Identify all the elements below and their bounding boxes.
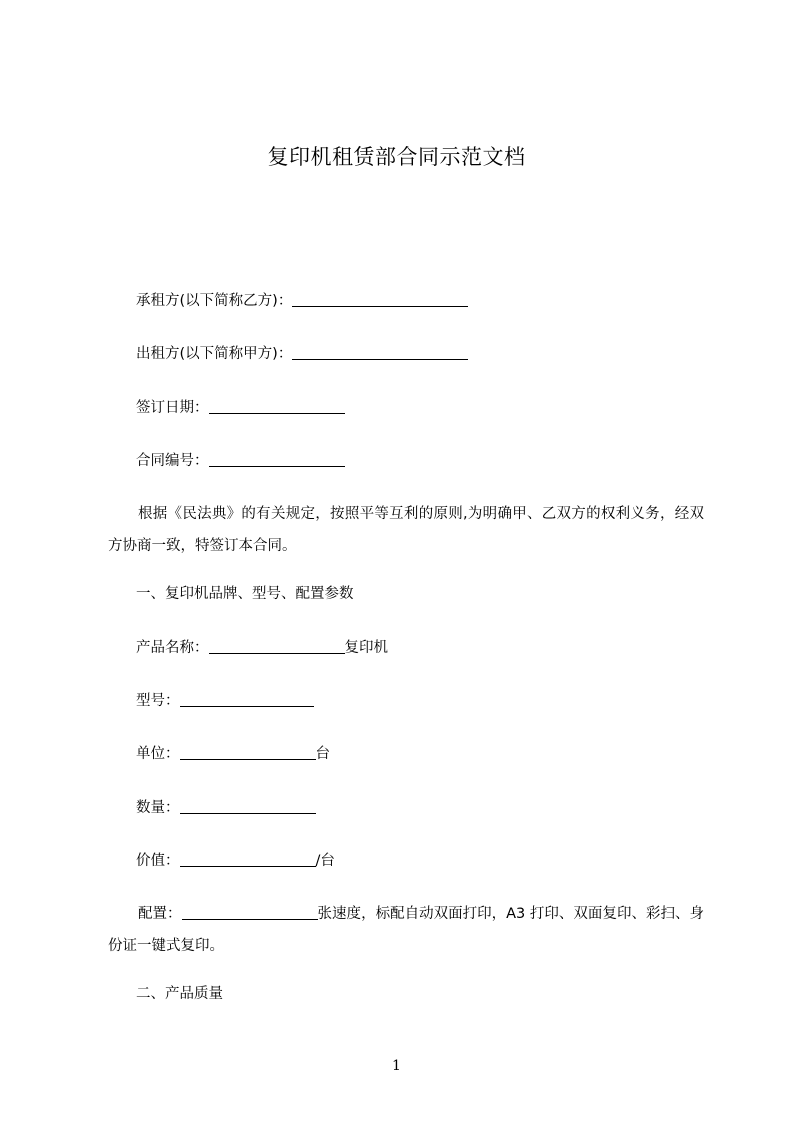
contract-no-label: 合同编号： <box>136 453 209 469</box>
unit-line <box>136 744 330 764</box>
unit-suffix: 台 <box>315 746 330 762</box>
sign-date-line <box>136 398 345 418</box>
product-name-label: 产品名称： <box>136 640 209 656</box>
unit-blank <box>180 745 316 760</box>
price-label: 价值： <box>136 853 180 869</box>
lessor-label: 出租方(以下简称甲方)： <box>136 346 293 362</box>
model-label: 型号： <box>136 693 180 709</box>
product-name-line <box>136 638 388 658</box>
config-paragraph <box>108 898 704 962</box>
page-number: 1 <box>392 1058 401 1074</box>
lessee-blank <box>292 292 468 307</box>
lessee-line <box>136 291 468 311</box>
price-blank <box>180 852 316 867</box>
contract-no-line <box>136 451 345 471</box>
price-line <box>136 851 335 871</box>
sign-date-blank <box>209 399 345 414</box>
config-blank <box>182 905 318 920</box>
lessee-label: 承租方(以下简称乙方)： <box>136 293 293 309</box>
page-title: 复印机租赁部合同示范文档 <box>267 145 526 169</box>
lessor-blank <box>292 345 468 360</box>
quantity-label: 数量： <box>136 800 180 816</box>
contract-no-blank <box>209 452 345 467</box>
section-1-heading: 一、复印机品牌、型号、配置参数 <box>136 586 354 602</box>
product-name-blank <box>209 639 345 654</box>
lessor-line <box>136 344 468 364</box>
quantity-blank <box>180 799 316 814</box>
model-blank <box>180 692 314 707</box>
product-name-suffix: 复印机 <box>344 640 388 656</box>
config-suffix: 张速度，标配自动双面打印，A3 打印、双面复印、彩扫、身份证一键式复印。 <box>108 906 704 954</box>
section-2-heading: 二、产品质量 <box>136 986 223 1002</box>
model-line <box>136 691 314 711</box>
preamble-paragraph: 根据《民法典》的有关规定，按照平等互利的原则,为明确甲、乙双方的权利义务，经双方协商一致，特签订本合同。 <box>108 506 704 554</box>
price-suffix: /台 <box>315 853 335 869</box>
config-label: 配置： <box>138 906 182 922</box>
sign-date-label: 签订日期： <box>136 400 209 416</box>
quantity-line <box>136 798 316 818</box>
unit-label: 单位： <box>136 746 180 762</box>
